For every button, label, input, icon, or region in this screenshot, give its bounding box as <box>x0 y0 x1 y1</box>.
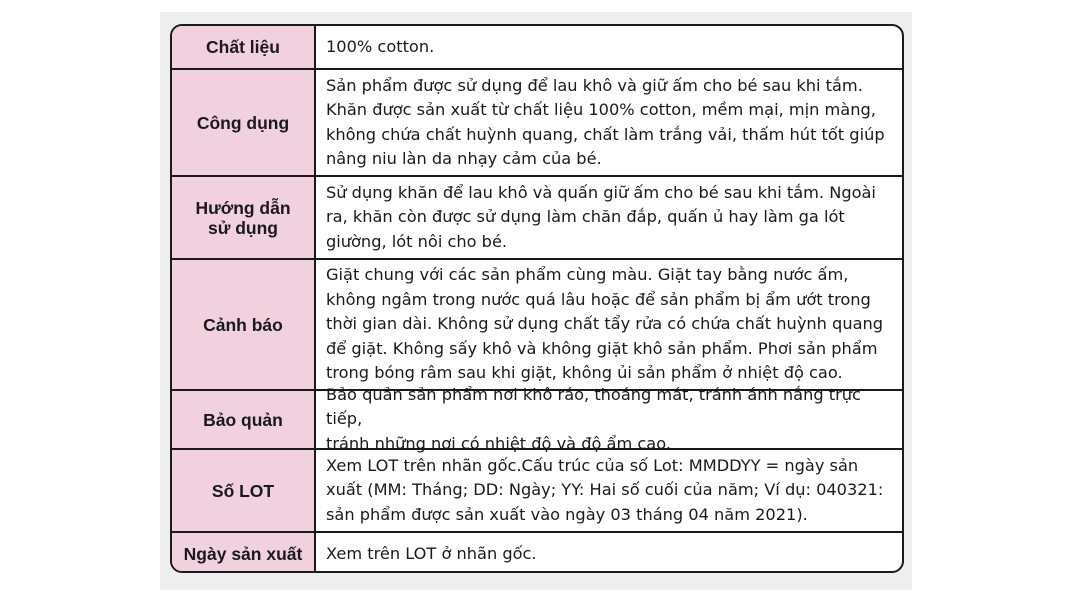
value-usage: Sản phẩm được sử dụng để lau khô và giữ ấm cho bé sau khi tắm. Khăn được sản xuất từ chất liệu 100% cotton, mềm mại, mịn màng, không chứa chất huỳnh quang, chất làm trắng vải, thấm hút tốt giúp nâng niu làn da nhạy cảm của bé. <box>316 70 902 177</box>
product-spec-table <box>170 24 904 573</box>
label-material: Chất liệu <box>172 26 316 70</box>
product-info-panel <box>160 12 912 590</box>
label-manufacture-date: Ngày sản xuất <box>172 533 316 573</box>
value-manufacture-date: Xem trên LOT ở nhãn gốc. <box>326 543 537 563</box>
value-lot-number: Xem LOT trên nhãn gốc.Cấu trúc của số Lot: MMDDYY = ngày sản xuất (MM: Tháng; DD: Ngày; YY: Hai số cuối của năm; Ví dụ: 040321: sản phẩm được sản xuất vào ngày 03 tháng 04 năm 2021). <box>316 450 902 533</box>
value-instructions: Sử dụng khăn để lau khô và quấn giữ ấm cho bé sau khi tắm. Ngoài ra, khăn còn được sử dụng làm chăn đắp, quấn ủ hay làm ga lót giường, lót nôi cho bé. <box>316 177 902 260</box>
label-storage: Bảo quản <box>172 391 316 450</box>
value-material: 100% cotton. <box>316 26 902 70</box>
label-lot-number: Số LOT <box>172 450 316 533</box>
value-storage: Bảo quản sản phẩm nơi khô ráo, thoáng mát, tránh ánh nắng trực tiếp, tránh những nơi có nhiệt độ và độ ẩm cao. <box>316 391 902 450</box>
label-warning: Cảnh báo <box>172 260 316 391</box>
value-warning: Giặt chung với các sản phẩm cùng màu. Giặt tay bằng nước ấm, không ngâm trong nước quá lâu hoặc để sản phẩm bị ẩm ướt trong thời gian dài. Không sử dụng chất tẩy rửa có chứa chất huỳnh quang để giặt. Không sấy khô và không giặt khô sản phẩm. Phơi sản phẩm trong bóng râm sau khi giặt, không ủi sản phẩm ở nhiệt độ cao. <box>316 260 902 391</box>
label-instructions: Hướng dẫn sử dụng <box>172 177 316 260</box>
label-usage: Công dụng <box>172 70 316 177</box>
